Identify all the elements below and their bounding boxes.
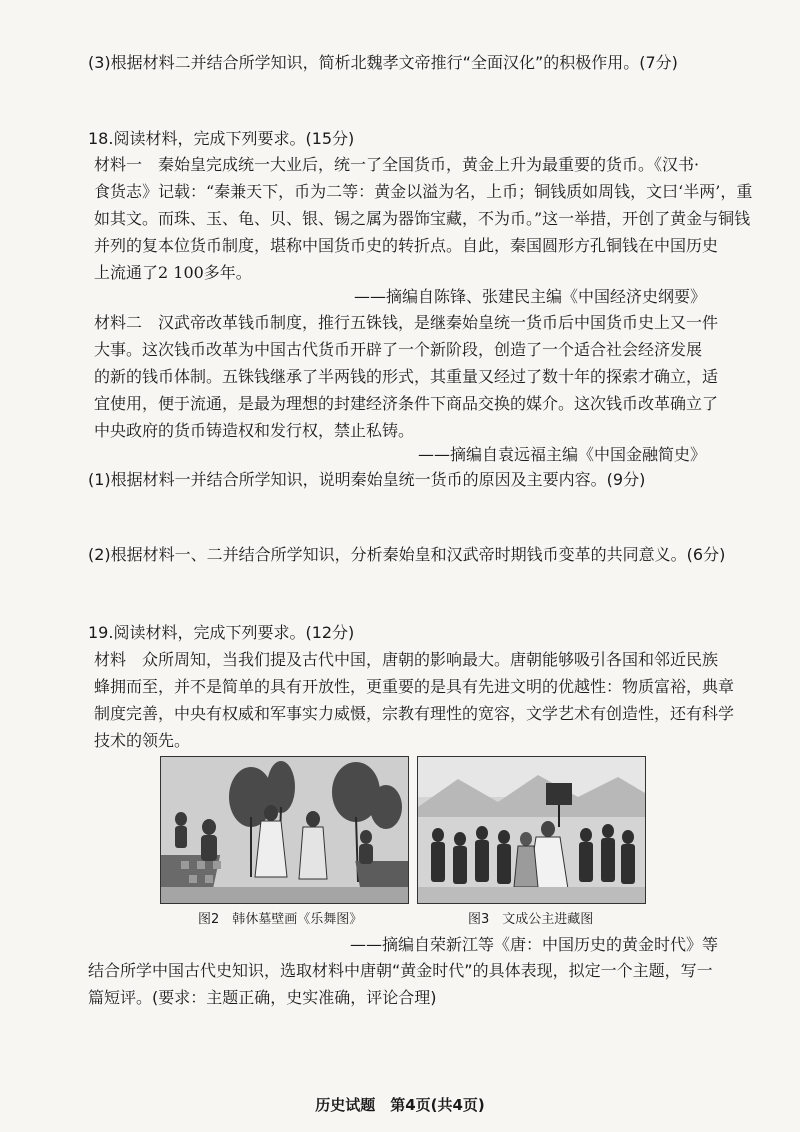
q18-m1-line: 食货志》记载：“秦兼天下，币为二等：黄金以溢为名，上币；铜钱质如周钱，文曰‘半两’，重 <box>94 182 753 201</box>
q18-m1-line: 并列的复本位货币制度，堪称中国货币史的转折点。自此，秦国圆形方孔铜钱在中国历史 <box>94 236 719 255</box>
q18-m2-line: 宜使用，便于流通，是最为理想的封建经济条件下商品交换的媒介。这次钱币改革确立了 <box>94 394 719 413</box>
q18-m1-line: 如其文。而珠、玉、龟、贝、银、锡之属为器饰宝藏，不为币。”这一举措，开创了黄金与铜钱 <box>94 209 751 228</box>
q18-m1-line: 上流通了2 100多年。 <box>94 263 252 282</box>
q19-m-line: 蜂拥而至，并不是简单的具有开放性，更重要的是具有先进文明的优越性：物质富裕，典章 <box>94 677 735 696</box>
q19-source: ——摘编自荣新江等《唐：中国历史的黄金时代》等 <box>349 935 718 954</box>
page-footer: 历史试题 第4页(共4页) <box>315 1096 485 1114</box>
q19-m-line: 技术的领先。 <box>94 731 191 750</box>
mural-illustration <box>161 757 408 903</box>
q18-m2-line: 中央政府的货币铸造权和发行权，禁止私铸。 <box>94 421 415 440</box>
q18-part1: (1)根据材料一并结合所学知识，说明秦始皇统一货币的原因及主要内容。(9分) <box>88 470 646 489</box>
q18-m1-line: 材料一 秦始皇完成统一大业后，统一了全国货币，黄金上升为最重要的货币。《汉书· <box>94 155 700 174</box>
q19-title: 19.阅读材料，完成下列要求。(12分) <box>88 623 355 642</box>
figure-3-painting <box>417 756 646 904</box>
q18-m2-line: 材料二 汉武帝改革钱币制度，推行五铢钱，是继秦始皇统一货币后中国货币史上又一件 <box>94 313 719 332</box>
q19-m-line: 制度完善，中央有权威和军事实力威慑，宗教有理性的宽容，文学艺术有创造性，还有科学 <box>94 704 735 723</box>
q19-task-line: 篇短评。(要求：主题正确，史实准确，评论合理) <box>88 988 437 1007</box>
figure-2-mural <box>160 756 409 904</box>
q18-m2-line: 大事。这次钱币改革为中国古代货币开辟了一个新阶段，创造了一个适合社会经济发展 <box>94 340 703 359</box>
q18-title: 18.阅读材料，完成下列要求。(15分) <box>88 129 355 148</box>
figure-3-caption: 图3 文成公主进藏图 <box>468 912 594 927</box>
figure-2-caption: 图2 韩休墓壁画《乐舞图》 <box>198 912 363 927</box>
procession-illustration <box>418 757 645 903</box>
q18-m2-source: ——摘编自袁远福主编《中国金融简史》 <box>417 445 706 464</box>
q19-task-line: 结合所学中国古代史知识，选取材料中唐朝“黄金时代”的具体表现，拟定一个主题，写一 <box>88 961 713 980</box>
q18-m1-source: ——摘编自陈锋、张建民主编《中国经济史纲要》 <box>353 287 706 306</box>
q17-part3: (3)根据材料二并结合所学知识，简析北魏孝文帝推行“全面汉化”的积极作用。(7分) <box>88 53 678 72</box>
q19-m-line: 材料 众所周知，当我们提及古代中国，唐朝的影响最大。唐朝能够吸引各国和邻近民族 <box>94 650 719 669</box>
q18-m2-line: 的新的钱币体制。五铢钱继承了半两钱的形式，其重量又经过了数十年的探索才确立，适 <box>94 367 719 386</box>
q18-part2: (2)根据材料一、二并结合所学知识，分析秦始皇和汉武帝时期钱币变革的共同意义。(6分) <box>88 545 726 564</box>
